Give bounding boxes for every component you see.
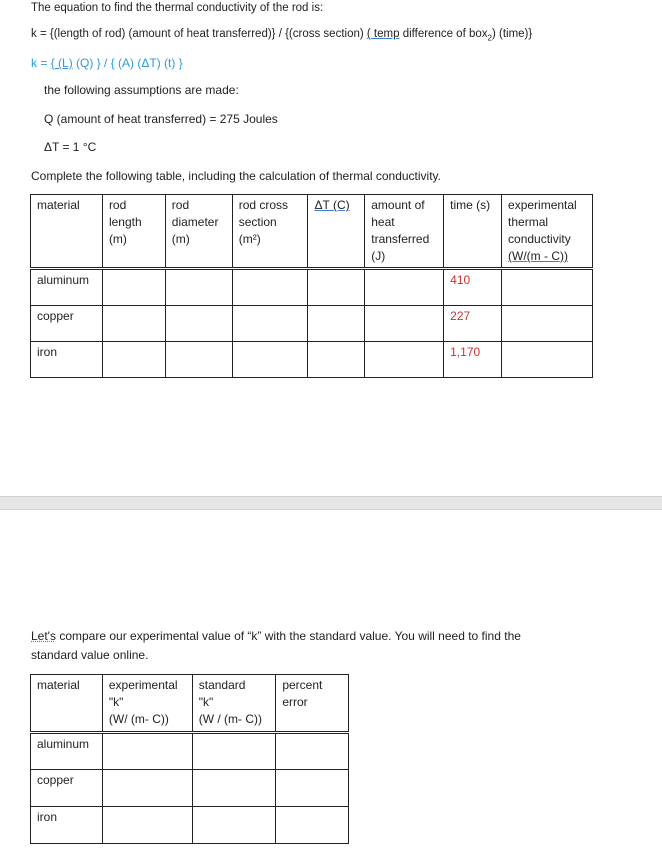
header-line: diameter [171,215,219,229]
compare-text [31,629,521,643]
formula-part: k = [31,56,51,70]
cell-dt[interactable] [308,269,365,306]
equation-text [31,28,532,42]
cell-diameter[interactable] [165,342,232,378]
assumptions-heading: the following assumptions are made: [44,83,239,97]
cell-length[interactable] [102,342,165,378]
header-line: "k" [198,695,214,709]
header-line: rod [171,198,190,212]
intro-text: The equation to find the thermal conductivity of the rod is: [31,2,324,14]
cell-conductivity[interactable] [502,306,593,342]
header-line: rod [108,198,127,212]
cell-standard[interactable] [192,770,276,807]
cell-cross[interactable] [232,342,308,378]
row-material: iron [31,807,103,844]
cell-length[interactable] [102,269,165,306]
header-line: ΔT (C) [314,198,350,212]
cell-time: 410 [444,269,502,306]
cell-diameter[interactable] [165,306,232,342]
comparison-table [30,674,349,844]
cell-cross[interactable] [232,306,308,342]
header-rod-length [102,195,165,269]
equation-part: ) (time)} [491,28,533,40]
header-line: thermal [508,215,549,229]
header-experimental-k [102,675,192,733]
header-heat [365,195,444,269]
table-row [31,269,593,306]
header-line: heat [371,215,395,229]
temp-assumption: ΔT = 1 °C [44,140,97,154]
cell-diameter[interactable] [165,269,232,306]
header-line: (W/(m - C)) [508,249,568,263]
header-line: (m²) [238,232,261,246]
document-page-2 [0,510,662,864]
compare-text-continued: standard value online. [31,648,149,662]
table-instruction: Complete the following table, including the calculation of thermal conductivity. [31,169,442,183]
cell-experimental[interactable] [102,733,192,770]
header-line: percent [282,678,323,692]
cell-heat[interactable] [365,306,444,342]
cell-time: 227 [444,306,502,342]
header-line: (m) [171,232,190,246]
formula-part: (Q) } / { (A) (ΔT) (t) } [72,56,183,70]
heat-assumption: Q (amount of heat transferred) = 275 Joules [44,112,278,126]
row-material: copper [31,770,103,807]
header-standard-k [192,675,276,733]
header-material: material [31,195,103,269]
row-material: aluminum [31,269,103,306]
cell-experimental[interactable] [102,770,192,807]
table-row [31,770,349,807]
header-time: time (s) [444,195,502,269]
row-material: aluminum [31,733,103,770]
cell-percent-error[interactable] [276,770,349,807]
header-line: length [108,215,142,229]
table-header-row [31,675,349,733]
cell-dt[interactable] [308,306,365,342]
cell-heat[interactable] [365,269,444,306]
header-line: (W / (m- C)) [198,712,263,726]
header-line: (m) [108,232,127,246]
header-line: (W/ (m- C)) [108,712,169,726]
header-line: error [282,695,308,709]
cell-time: 1,170 [444,342,502,378]
equation-spellcheck: ( temp [366,28,400,40]
header-percent-error [276,675,349,733]
cell-cross[interactable] [232,269,308,306]
header-line: transferred [371,232,430,246]
header-line: (J) [371,249,386,263]
cell-experimental[interactable] [102,807,192,844]
header-line: rod cross [238,198,289,212]
header-line: "k" [108,695,124,709]
header-line: section [238,215,277,229]
header-rod-diameter [165,195,232,269]
cell-standard[interactable] [192,807,276,844]
header-delta-t [308,195,365,269]
row-material: iron [31,342,103,378]
cell-percent-error[interactable] [276,807,349,844]
header-line: conductivity [508,232,571,246]
cell-length[interactable] [102,306,165,342]
compare-part: compare our experimental value of “k” with the standard value. You will need to find the [55,629,521,643]
cell-dt[interactable] [308,342,365,378]
formula-part: { (L) [50,56,73,70]
table-row [31,807,349,844]
header-conductivity [502,195,593,269]
header-line: amount of [371,198,425,212]
page-break [0,496,662,510]
table-header-row [31,195,593,269]
table-row [31,342,593,378]
table-row [31,733,349,770]
conductivity-table [30,194,593,378]
header-line: experimental [508,198,577,212]
header-material: material [31,675,103,733]
cell-heat[interactable] [365,342,444,378]
equation-part: k = {(length of rod) (amount of heat transferred)} / {(cross section) [31,28,367,40]
compare-word: Let's [31,629,56,643]
equation-subscript: 2 [487,33,492,43]
cell-standard[interactable] [192,733,276,770]
table-row [31,306,593,342]
row-material: copper [31,306,103,342]
equation-part: difference of box [399,28,488,40]
header-line: standard [198,678,246,692]
header-cross-section [232,195,308,269]
cell-conductivity[interactable] [502,269,593,306]
header-line: experimental [108,678,178,692]
equation-formula [31,56,183,70]
cell-percent-error[interactable] [276,733,349,770]
cell-conductivity[interactable] [502,342,593,378]
